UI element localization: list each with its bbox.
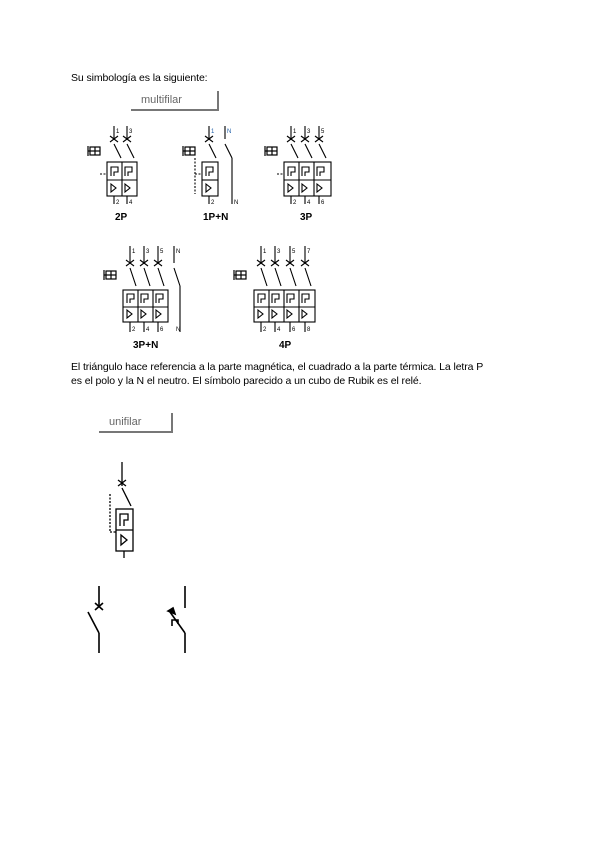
terminal-top-2: 3: [146, 249, 150, 255]
terminal-top-1: 1: [116, 129, 120, 135]
terminal-top-4: 7: [307, 249, 311, 255]
diagram-3p-n: [104, 246, 180, 351]
diagram-label: 3P: [300, 212, 313, 223]
multifilar-diagrams: [0, 0, 600, 360]
multifilar-tab: multifilar: [131, 91, 219, 111]
diagram-label: 1P+N: [203, 212, 229, 223]
terminal-top-1: 1: [263, 249, 267, 255]
terminal-bottom-3: 6: [321, 200, 325, 206]
terminal-bottom-4: 8: [307, 327, 311, 333]
diagram-4p: [234, 246, 315, 351]
terminal-top-2: 3: [307, 129, 311, 135]
terminal-bottom-3: 6: [160, 327, 164, 333]
rubik-relay-icon: [234, 270, 246, 280]
terminal-top-3: 5: [292, 249, 296, 255]
rubik-relay-icon: [88, 146, 100, 156]
terminal-bottom-1: 2: [263, 327, 267, 333]
protection-block: [195, 158, 218, 204]
diagram-1p-n: [183, 126, 238, 223]
description-line-2: es el polo y la N el neutro. El símbolo parecido a un cubo de Rubik es el relé.: [71, 375, 422, 387]
terminal-top-1: 1: [211, 129, 215, 135]
protection-block: [100, 162, 137, 204]
description-line-1: El triángulo hace referencia a la parte magnética, el cuadrado a la parte térmica. La letra P: [71, 361, 484, 373]
terminal-bottom-2: 4: [146, 327, 150, 333]
protection-block: [254, 290, 315, 332]
terminal-bottom-2: 4: [129, 200, 133, 206]
terminal-top-n: N: [176, 249, 181, 255]
rubik-relay-icon: [265, 146, 277, 156]
protection-block: [277, 162, 331, 204]
terminal-bottom-n: N: [176, 327, 181, 333]
rubik-relay-icon: [104, 270, 116, 280]
diagram-label: 3P+N: [133, 340, 159, 351]
unifilar-tab: unifilar: [99, 413, 173, 433]
diagram-3p: [265, 126, 331, 223]
terminal-bottom-1: 2: [211, 200, 215, 206]
terminal-top-3: 5: [160, 249, 164, 255]
protection-block: [123, 290, 168, 332]
terminal-bottom-2: 4: [277, 327, 281, 333]
terminal-top-2: 3: [129, 129, 133, 135]
terminal-top-1: 1: [293, 129, 297, 135]
intro-text: Su simbología es la siguiente:: [71, 72, 208, 84]
terminal-top-3: 5: [321, 129, 325, 135]
terminal-bottom-1: 2: [293, 200, 297, 206]
unifilar-diagrams: [0, 440, 600, 680]
diagram-2p: [88, 126, 137, 223]
diagram-label: 2P: [115, 212, 128, 223]
disconnector-symbol: [88, 586, 103, 653]
terminal-bottom-1: 2: [132, 327, 136, 333]
rubik-relay-icon: [183, 146, 195, 156]
terminal-top-1: 1: [132, 249, 136, 255]
terminal-bottom-2: 4: [307, 200, 311, 206]
terminal-top-2: 3: [277, 249, 281, 255]
terminal-bottom-1: 2: [116, 200, 120, 206]
diagram-label: 4P: [279, 340, 292, 351]
breaker-unifilar-symbol: [110, 462, 133, 558]
thermal-switch-symbol: [168, 586, 185, 653]
terminal-top-n: N: [227, 129, 232, 135]
terminal-bottom-n: N: [234, 200, 239, 206]
terminal-bottom-3: 6: [292, 327, 296, 333]
